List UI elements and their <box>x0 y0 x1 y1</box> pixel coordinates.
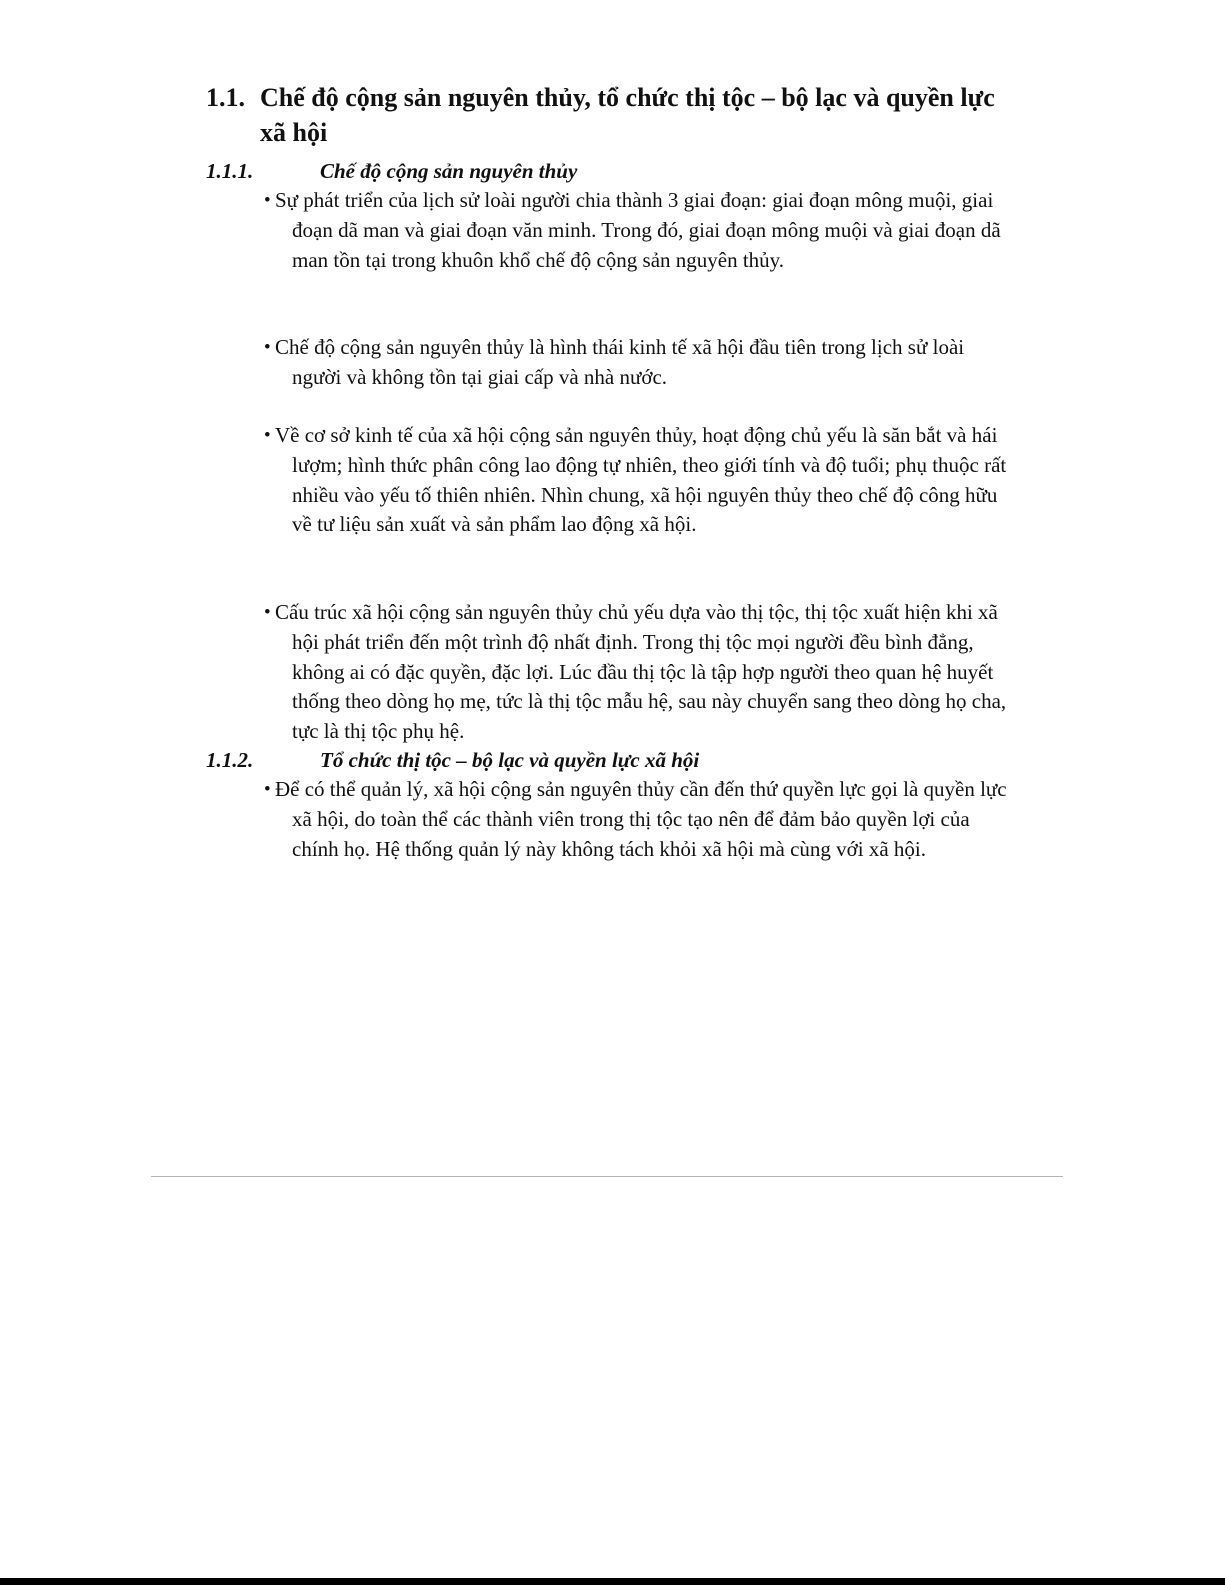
list-item <box>264 186 1012 275</box>
bullet-icon: • <box>264 425 271 446</box>
heading-1-number: 1.1. <box>206 83 245 112</box>
section-1-title: Chế độ cộng sản nguyên thủy <box>320 159 578 183</box>
section-1-number: 1.1.1. <box>206 159 254 183</box>
paragraph: Về cơ sở kinh tế của xã hội cộng sản nguyên thủy, hoạt động chủ yếu là săn bắt và hái lượm; hình thức phân công lao động tự nhiên, theo giới tính và độ tuổi; phụ thuộc rất nhiều vào yếu tố thiên nhiên. Nhìn chung, xã hội nguyên thủy theo chế độ công hữu về tư liệu sản xuất và sản phẩm lao động xã hội. <box>275 423 1007 537</box>
paragraph: Sự phát triển của lịch sử loài người chia thành 3 giai đoạn: giai đoạn mông muội, giai đoạn dã man và giai đoạn văn minh. Trong đó, giai đoạn mông muội và giai đoạn dã man tồn tại trong khuôn khổ chế độ cộng sản nguyên thủy. <box>275 188 1001 272</box>
paragraph: Để có thể quản lý, xã hội cộng sản nguyên thủy cần đến thứ quyền lực gọi là quyền lực xã hội, do toàn thể các thành viên trong thị tộc tạo nên để đảm bảo quyền lợi của chính họ. Hệ thống quản lý này không tách khỏi xã hội mà cùng với xã hội. <box>275 777 1007 861</box>
paragraph: Cấu trúc xã hội cộng sản nguyên thủy chủ yếu dựa vào thị tộc, thị tộc xuất hiện khi xã hội phát triển đến một trình độ nhất định. Trong thị tộc mọi người đều bình đẳng, không ai có đặc quyền, đặc lợi. Lúc đầu thị tộc là tập hợp người theo quan hệ huyết thống theo dòng họ mẹ, tức là thị tộc mẫu hệ, sau này chuyển sang theo dòng họ cha, tực là thị tộc phụ hệ. <box>275 600 1007 744</box>
bullet-icon: • <box>264 779 271 800</box>
bullet-icon: • <box>264 190 271 211</box>
list-item <box>264 598 1012 747</box>
paragraph: Chế độ cộng sản nguyên thủy là hình thái kinh tế xã hội đầu tiên trong lịch sử loài người và không tồn tại giai cấp và nhà nước. <box>275 335 965 389</box>
list-item <box>264 775 1012 864</box>
section-2-title: Tổ chức thị tộc – bộ lạc và quyền lực xã hội <box>320 748 700 772</box>
page-break-divider <box>151 1176 1063 1177</box>
list-item <box>264 421 1012 540</box>
list-item <box>264 333 1012 393</box>
page-bottom-edge <box>0 1578 1225 1585</box>
heading-1-title: Chế độ cộng sản nguyên thủy, tổ chức thị tộc – bộ lạc và quyền lực xã hội <box>260 83 995 147</box>
bullet-icon: • <box>264 602 271 623</box>
bullet-icon: • <box>264 337 271 358</box>
heading-1 <box>206 80 1026 150</box>
section-2-number: 1.1.2. <box>206 748 254 772</box>
